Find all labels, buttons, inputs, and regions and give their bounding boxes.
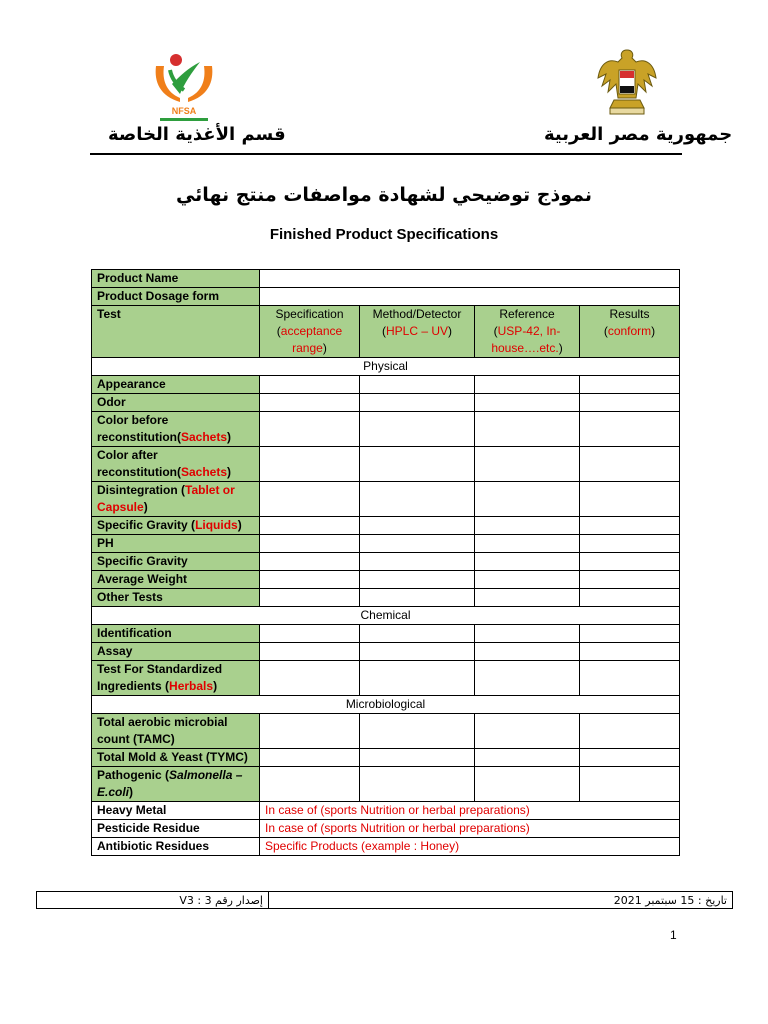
row-label-color-before: Color before reconstitution(Sachets) — [92, 412, 260, 447]
header-divider — [90, 153, 682, 155]
cell-spec[interactable] — [260, 482, 360, 517]
cell-reference[interactable] — [475, 376, 580, 394]
cell-method[interactable] — [360, 643, 475, 661]
row-label-specific-gravity: Specific Gravity — [92, 553, 260, 571]
row-label-other-tests: Other Tests — [92, 589, 260, 607]
cell-results[interactable] — [580, 447, 680, 482]
cell-method[interactable] — [360, 767, 475, 802]
row-label-specific-gravity-liquids: Specific Gravity (Liquids) — [92, 517, 260, 535]
table-row — [92, 412, 680, 447]
cell-spec[interactable] — [260, 553, 360, 571]
table-row — [92, 820, 680, 838]
note-antibiotic: Specific Products (example : Honey) — [260, 838, 680, 856]
table-row — [92, 517, 680, 535]
cell-reference[interactable] — [475, 517, 580, 535]
cell-spec[interactable] — [260, 447, 360, 482]
cell-results[interactable] — [580, 714, 680, 749]
cell-method[interactable] — [360, 447, 475, 482]
cell-results[interactable] — [580, 412, 680, 447]
section-microbiological: Microbiological — [92, 696, 680, 714]
cell-method[interactable] — [360, 412, 475, 447]
cell-spec[interactable] — [260, 517, 360, 535]
method-header: Method/Detector (HPLC – UV) — [360, 306, 475, 358]
product-name-label: Product Name — [92, 270, 260, 288]
table-row — [92, 749, 680, 767]
row-label-odor: Odor — [92, 394, 260, 412]
row-label-identification: Identification — [92, 625, 260, 643]
cell-spec[interactable] — [260, 661, 360, 696]
dosage-form-value[interactable] — [260, 288, 680, 306]
row-label-appearance: Appearance — [92, 376, 260, 394]
note-heavy-metal: In case of (sports Nutrition or herbal preparations) — [260, 802, 680, 820]
section-row — [92, 696, 680, 714]
table-row — [92, 571, 680, 589]
row-label-tymc: Total Mold & Yeast (TYMC) — [92, 749, 260, 767]
cell-method[interactable] — [360, 553, 475, 571]
cell-method[interactable] — [360, 394, 475, 412]
cell-reference[interactable] — [475, 394, 580, 412]
nfsa-logo-icon — [150, 46, 218, 126]
cell-method[interactable] — [360, 517, 475, 535]
cell-reference[interactable] — [475, 661, 580, 696]
cell-results[interactable] — [580, 553, 680, 571]
cell-method[interactable] — [360, 482, 475, 517]
row-label-heavy-metal: Heavy Metal — [92, 802, 260, 820]
row-label-assay: Assay — [92, 643, 260, 661]
cell-method[interactable] — [360, 625, 475, 643]
row-label-pathogenic: Pathogenic (Salmonella – E.coli) — [92, 767, 260, 802]
table-row — [92, 288, 680, 306]
cell-spec[interactable] — [260, 749, 360, 767]
row-label-color-after: Color after reconstitution(Sachets) — [92, 447, 260, 482]
table-row — [92, 767, 680, 802]
cell-method[interactable] — [360, 714, 475, 749]
cell-reference[interactable] — [475, 553, 580, 571]
cell-results[interactable] — [580, 643, 680, 661]
cell-reference[interactable] — [475, 482, 580, 517]
section-physical: Physical — [92, 358, 680, 376]
cell-reference[interactable] — [475, 625, 580, 643]
cell-results[interactable] — [580, 535, 680, 553]
table-row — [92, 447, 680, 482]
table-row — [92, 802, 680, 820]
table-row — [92, 643, 680, 661]
cell-results[interactable] — [580, 394, 680, 412]
cell-results[interactable] — [580, 571, 680, 589]
product-name-value[interactable] — [260, 270, 680, 288]
row-label-tamc: Total aerobic microbial count (TAMC) — [92, 714, 260, 749]
cell-spec[interactable] — [260, 412, 360, 447]
row-label-ph: PH — [92, 535, 260, 553]
department-title: قسم الأغذية الخاصة — [108, 124, 286, 145]
cell-spec[interactable] — [260, 376, 360, 394]
cell-results[interactable] — [580, 625, 680, 643]
cell-results[interactable] — [580, 517, 680, 535]
table-row — [92, 625, 680, 643]
cell-method[interactable] — [360, 535, 475, 553]
cell-results[interactable] — [580, 749, 680, 767]
cell-reference[interactable] — [475, 535, 580, 553]
footer-info-table — [36, 891, 733, 909]
cell-method[interactable] — [360, 661, 475, 696]
dosage-form-label: Product Dosage form — [92, 288, 260, 306]
section-chemical: Chemical — [92, 607, 680, 625]
cell-spec[interactable] — [260, 571, 360, 589]
cell-spec[interactable] — [260, 535, 360, 553]
cell-spec[interactable] — [260, 643, 360, 661]
cell-results[interactable] — [580, 376, 680, 394]
table-row — [92, 394, 680, 412]
cell-spec[interactable] — [260, 767, 360, 802]
specification-header: Specification (acceptance range) — [260, 306, 360, 358]
table-row — [92, 535, 680, 553]
date-label: تاريخ : 15 سبتمبر 2021 — [269, 892, 733, 909]
cell-reference[interactable] — [475, 412, 580, 447]
egypt-eagle-emblem-icon — [596, 44, 658, 122]
cell-spec[interactable] — [260, 589, 360, 607]
table-row — [92, 553, 680, 571]
table-row — [92, 482, 680, 517]
table-header-row — [92, 306, 680, 358]
row-label-antibiotic: Antibiotic Residues — [92, 838, 260, 856]
cell-spec[interactable] — [260, 714, 360, 749]
table-row — [92, 589, 680, 607]
test-header: Test — [92, 306, 260, 358]
note-pesticide: In case of (sports Nutrition or herbal preparations) — [260, 820, 680, 838]
table-row — [92, 270, 680, 288]
cell-reference[interactable] — [475, 749, 580, 767]
page-title-english: Finished Product Specifications — [269, 226, 499, 243]
cell-results[interactable] — [580, 661, 680, 696]
cell-spec[interactable] — [260, 394, 360, 412]
page-title-arabic: نموذج توضيحي لشهادة مواصفات منتج نهائي — [175, 184, 593, 206]
cell-method[interactable] — [360, 376, 475, 394]
cell-spec[interactable] — [260, 625, 360, 643]
specifications-table — [91, 269, 680, 856]
table-row — [92, 661, 680, 696]
cell-reference[interactable] — [475, 643, 580, 661]
row-label-disintegration: Disintegration (Tablet or Capsule) — [92, 482, 260, 517]
row-label-standardized-ingredients: Test For Standardized Ingredients (Herbals) — [92, 661, 260, 696]
cell-results[interactable] — [580, 482, 680, 517]
cell-results[interactable] — [580, 589, 680, 607]
row-label-average-weight: Average Weight — [92, 571, 260, 589]
table-row — [92, 714, 680, 749]
cell-reference[interactable] — [475, 589, 580, 607]
section-row — [92, 358, 680, 376]
country-title: جمهورية مصر العربية — [544, 124, 733, 145]
section-row — [92, 607, 680, 625]
cell-method[interactable] — [360, 589, 475, 607]
version-label: إصدار رقم 3 : V3 — [37, 892, 269, 909]
results-header: Results (conform) — [580, 306, 680, 358]
cell-method[interactable] — [360, 749, 475, 767]
cell-reference[interactable] — [475, 571, 580, 589]
cell-method[interactable] — [360, 571, 475, 589]
cell-reference[interactable] — [475, 767, 580, 802]
cell-reference[interactable] — [475, 447, 580, 482]
page-number: 1 — [670, 928, 677, 942]
row-label-pesticide: Pesticide Residue — [92, 820, 260, 838]
cell-results[interactable] — [580, 767, 680, 802]
cell-reference[interactable] — [475, 714, 580, 749]
table-row — [92, 376, 680, 394]
table-row — [92, 838, 680, 856]
reference-header: Reference (USP-42, In-house….etc.) — [475, 306, 580, 358]
nfsa-logo-text: NFSA — [171, 106, 197, 116]
